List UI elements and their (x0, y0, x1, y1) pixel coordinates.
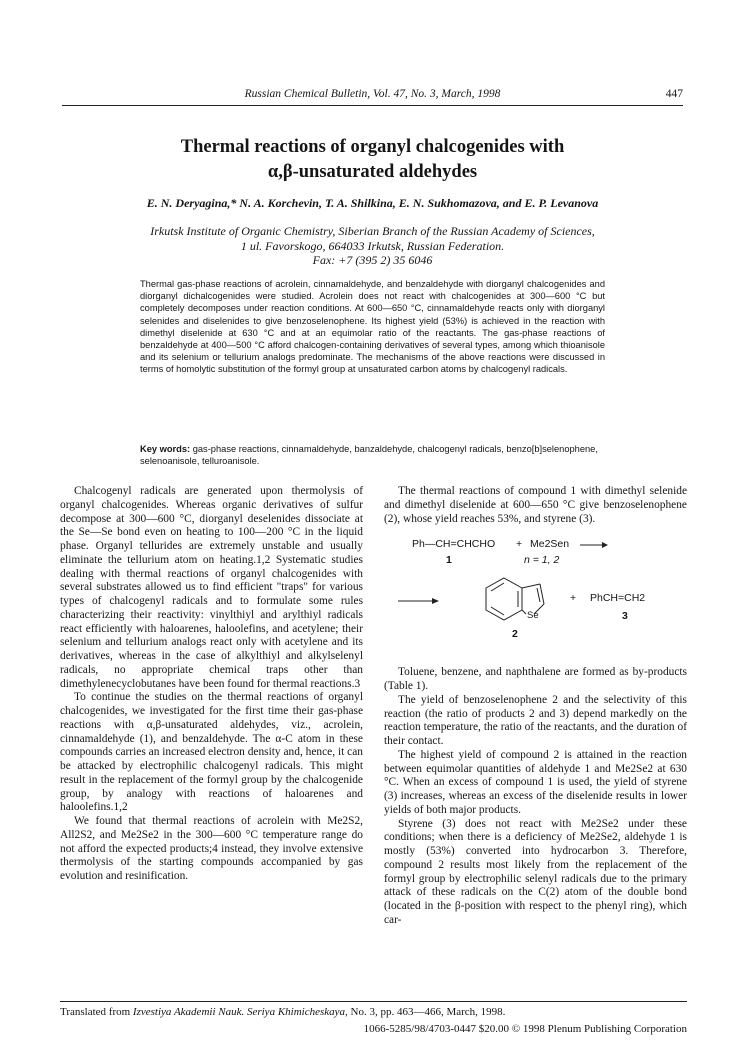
paragraph: To continue the studies on the thermal reactions of organyl chalcogenides, we investigated for the first time their gas-phase reactions with α,β-unsaturated aldehydes, viz., acrolein, cinnamaldehyde (1), and benzaldehyde. The α-C atom in these compounds carries an increased electron density and, hence, it can be attacked by electrophilic chalcogenyl radicals. This might result in the replacement of the formyl group by the chalcogenide group, by analogy with reactions of haloarenes and haloolefins.1,2 (60, 691, 363, 814)
keywords (140, 443, 605, 467)
paragraph: The yield of benzoselenophene 2 and the selectivity of this reaction (the ratio of products 2 and 3) depend markedly on the reaction temperature, the ratio of the reactants, and the duration of their contact. (384, 693, 687, 747)
paragraph: Chalcogenyl radicals are generated upon thermolysis of organyl chalcogenides. Whereas organic derivatives of sulfur decompose at 300—600 °C, diorganyl deselenides dissociate at the Se—Se bond even on heating to 100—200 °C in the liquid phase. Organyl tellurides are extremely unstable and usually eliminate the tellurium atom on heating.1,2 Systematic studies dealing with thermal reactions of organyl chalcogenides with several substrates allowed us to find efficient "traps" for various types of chalcogenyl radicals and to formulate some rules characterizing their reactivity: vinylthiyl and arylthiyl radicals react efficiently with haloarenes, haloolefins, and acetylene; their selenium and tellurium analogs react only with acetylene and its derivatives, whereas in the case of alkylthiyl and alkylselenyl radicals, no appropriate chemical traps other than dimethylenecyclobutanes have been found for thermal reactions.3 (60, 485, 363, 690)
header-rule (62, 105, 683, 106)
scheme-label-3: 3 (622, 610, 628, 622)
reaction-arrow-1 (580, 540, 608, 550)
scheme-label-1: 1 (446, 554, 452, 566)
scheme-reactant: Ph—CH=CHCHO (412, 538, 496, 550)
benzoselenophene-structure (478, 574, 552, 628)
paragraph: The highest yield of compound 2 is attained in the reaction between equimolar quantities of aldehyde 1 and Me2Se2 at 630 °C. When an excess of compound 1 is used, the yield of styrene (3) increases, whereas an excess of the diselenide results in lower yields of both major products. (384, 748, 687, 816)
scheme-se-atom: Se (527, 610, 539, 621)
author-list: E. N. Deryagina,* N. A. Korchevin, T. A. Shilkina, E. N. Sukhomazova, and E. P. Levanova (146, 196, 599, 210)
article-title (62, 135, 683, 185)
scheme-plus-2: + (570, 592, 577, 604)
affiliation-fax: Fax: +7 (395 2) 35 6046 (312, 253, 433, 267)
scheme-n-values: n = 1, 2 (524, 554, 560, 566)
abstract: Thermal gas-phase reactions of acrolein, cinnamaldehyde, and benzaldehyde with diorganyl chalcogenides and diorganyl dichalcogenides were studied. Acrolein does not react with chalcogenides at 300—600 °C but completely decomposes under reaction conditions. At 600—650 °C, cinnamaldehyde reacts only with diorganyl selenides and diselenides to give benzoselenophene. Its highest yield (53%) is achieved in the reaction with dimethyl diselenide at 630 °C and at an equimolar ratio of the reactants. The gas-phase reactions of benzaldehyde at 400—500 °C afford chalcogen-containing derivatives of several types, among which thioanisole and its selenium or tellurium analogs predominate. The mechanisms of the above reactions were discussed in terms of homolytic substitution of the formyl group at unsaturated carbon atoms by chalcogenyl radicals. (140, 279, 605, 375)
translated-prefix: Translated from (60, 1006, 131, 1018)
paragraph: Styrene (3) does not react with Me2Se2 under these conditions; when there is a deficiency of Me2Se2, aldehyde 1 is mostly (53%) converted into hydrocarbon 3. Therefore, compound 2 results most likely from the replacement of the formyl group by electrophilic selenyl radicals due to the primary attack of these radicals on the C(2) atom of the double bond (located in the β-position with respect to the phenyl ring), which car- (384, 817, 687, 926)
paragraph: The thermal reactions of compound 1 with dimethyl selenide and dimethyl diselenide at 600—650 °C give benzoselenophene (2), whose yield reaches 53%, and styrene (3). (384, 485, 687, 525)
keywords-label: Key words: (140, 444, 191, 454)
body-column-left (60, 485, 363, 884)
title-line-2: α,β-unsaturated aldehydes (267, 162, 478, 182)
scheme-label-2: 2 (512, 628, 518, 640)
page-number: 447 (665, 88, 683, 100)
paragraph: We found that thermal reactions of acrolein with Me2S2, All2S2, and Me2Se2 in the 300—600 °C temperature range do not afford the expected products;4 instead, they involve extensive thermolysis of the starting compounds accompanied by gas evolution and resinification. (60, 815, 363, 882)
translation-note (60, 1006, 505, 1018)
source-details: No. 3, pp. 463—466, March, 1998. (350, 1006, 506, 1018)
paragraph: Toluene, benzene, and naphthalene are formed as by-products (Table 1). (384, 666, 687, 692)
affiliation (62, 224, 683, 268)
copyright-line: 1066-5285/98/4703-0447 $20.00 © 1998 Plenum Publishing Corporation (363, 1023, 687, 1035)
footer-rule (60, 1001, 687, 1002)
affiliation-line-2: 1 ul. Favorskogo, 664033 Irkutsk, Russian Federation. (240, 238, 505, 253)
scheme-styrene: PhCH=CH2 (590, 592, 646, 604)
scheme-plus: + (516, 538, 523, 550)
scheme-reagent: Me2Sen (530, 538, 570, 550)
reaction-arrow-2 (398, 596, 440, 606)
title-line-1: Thermal reactions of organyl chalcogenides with (180, 137, 565, 157)
affiliation-line-1: Irkutsk Institute of Organic Chemistry, Siberian Branch of the Russian Academy of Sciences, (150, 224, 595, 238)
source-journal: Izvestiya Akademii Nauk. Seriya Khimicheskaya, (132, 1006, 348, 1018)
keywords-text: gas-phase reactions, cinnamaldehyde, banzaldehyde, chalcogenyl radicals, benzo[b]selenophene, selenoanisole, telluroanisole. (140, 444, 598, 467)
reaction-scheme (384, 530, 687, 642)
running-header: Russian Chemical Bulletin, Vol. 47, No. 3, March, 1998 (244, 88, 501, 100)
